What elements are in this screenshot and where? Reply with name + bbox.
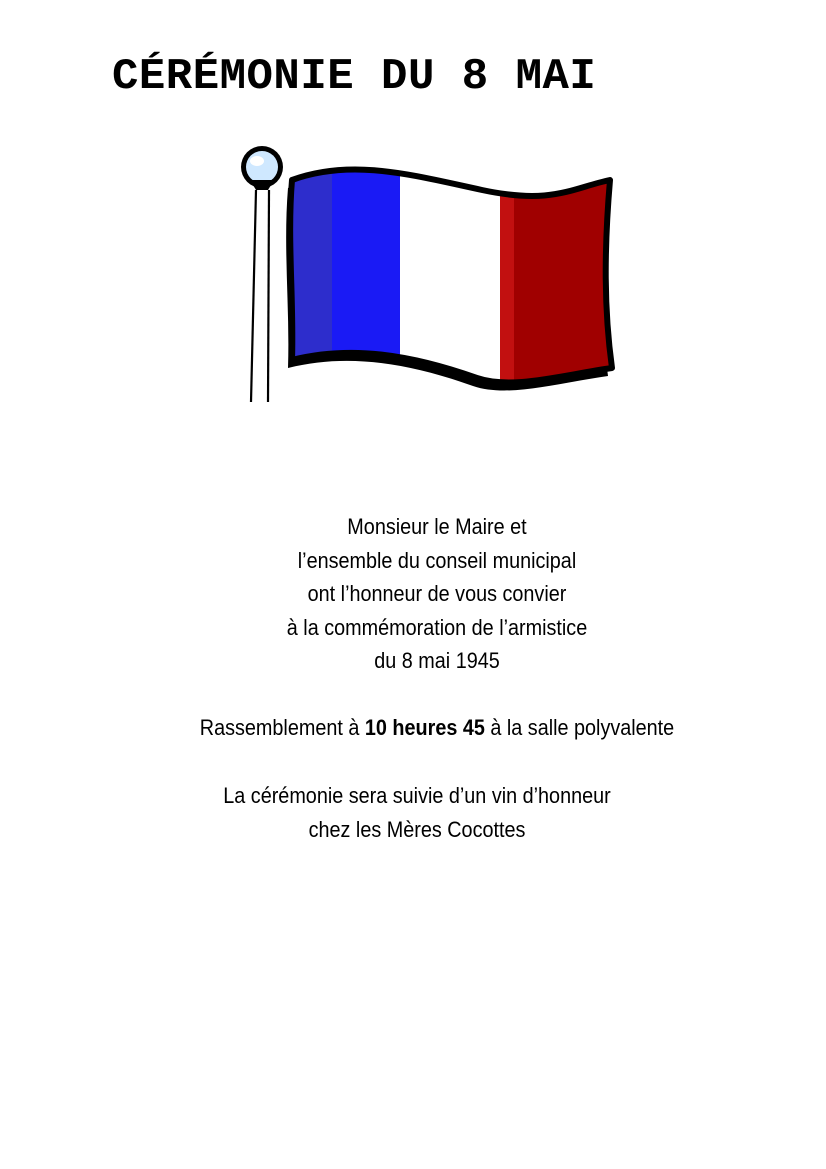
gathering-prefix: Rassemblement à xyxy=(199,715,365,740)
reception-line: chez les Mères Cocottes xyxy=(308,816,526,842)
invitation-line: l’ensemble du conseil municipal xyxy=(297,547,577,573)
invitation-line: du 8 mai 1945 xyxy=(374,648,500,673)
invitation-line: ont l’honneur de vous convier xyxy=(307,581,567,606)
reception-text xyxy=(45,779,788,846)
invitation-line: Monsieur le Maire et xyxy=(347,514,527,539)
gathering-text xyxy=(65,711,808,745)
invitation-text xyxy=(65,510,808,678)
page-title: CÉRÉMONIE DU 8 MAI xyxy=(112,52,597,102)
reception-line: La cérémonie sera suivie d’un vin d’honneur xyxy=(223,783,611,808)
gathering-time: 10 heures 45 xyxy=(364,715,485,740)
gathering-suffix: à la salle polyvalente xyxy=(484,715,675,740)
invitation-line: à la commémoration de l’armistice xyxy=(286,614,588,640)
french-flag-icon xyxy=(232,140,622,410)
